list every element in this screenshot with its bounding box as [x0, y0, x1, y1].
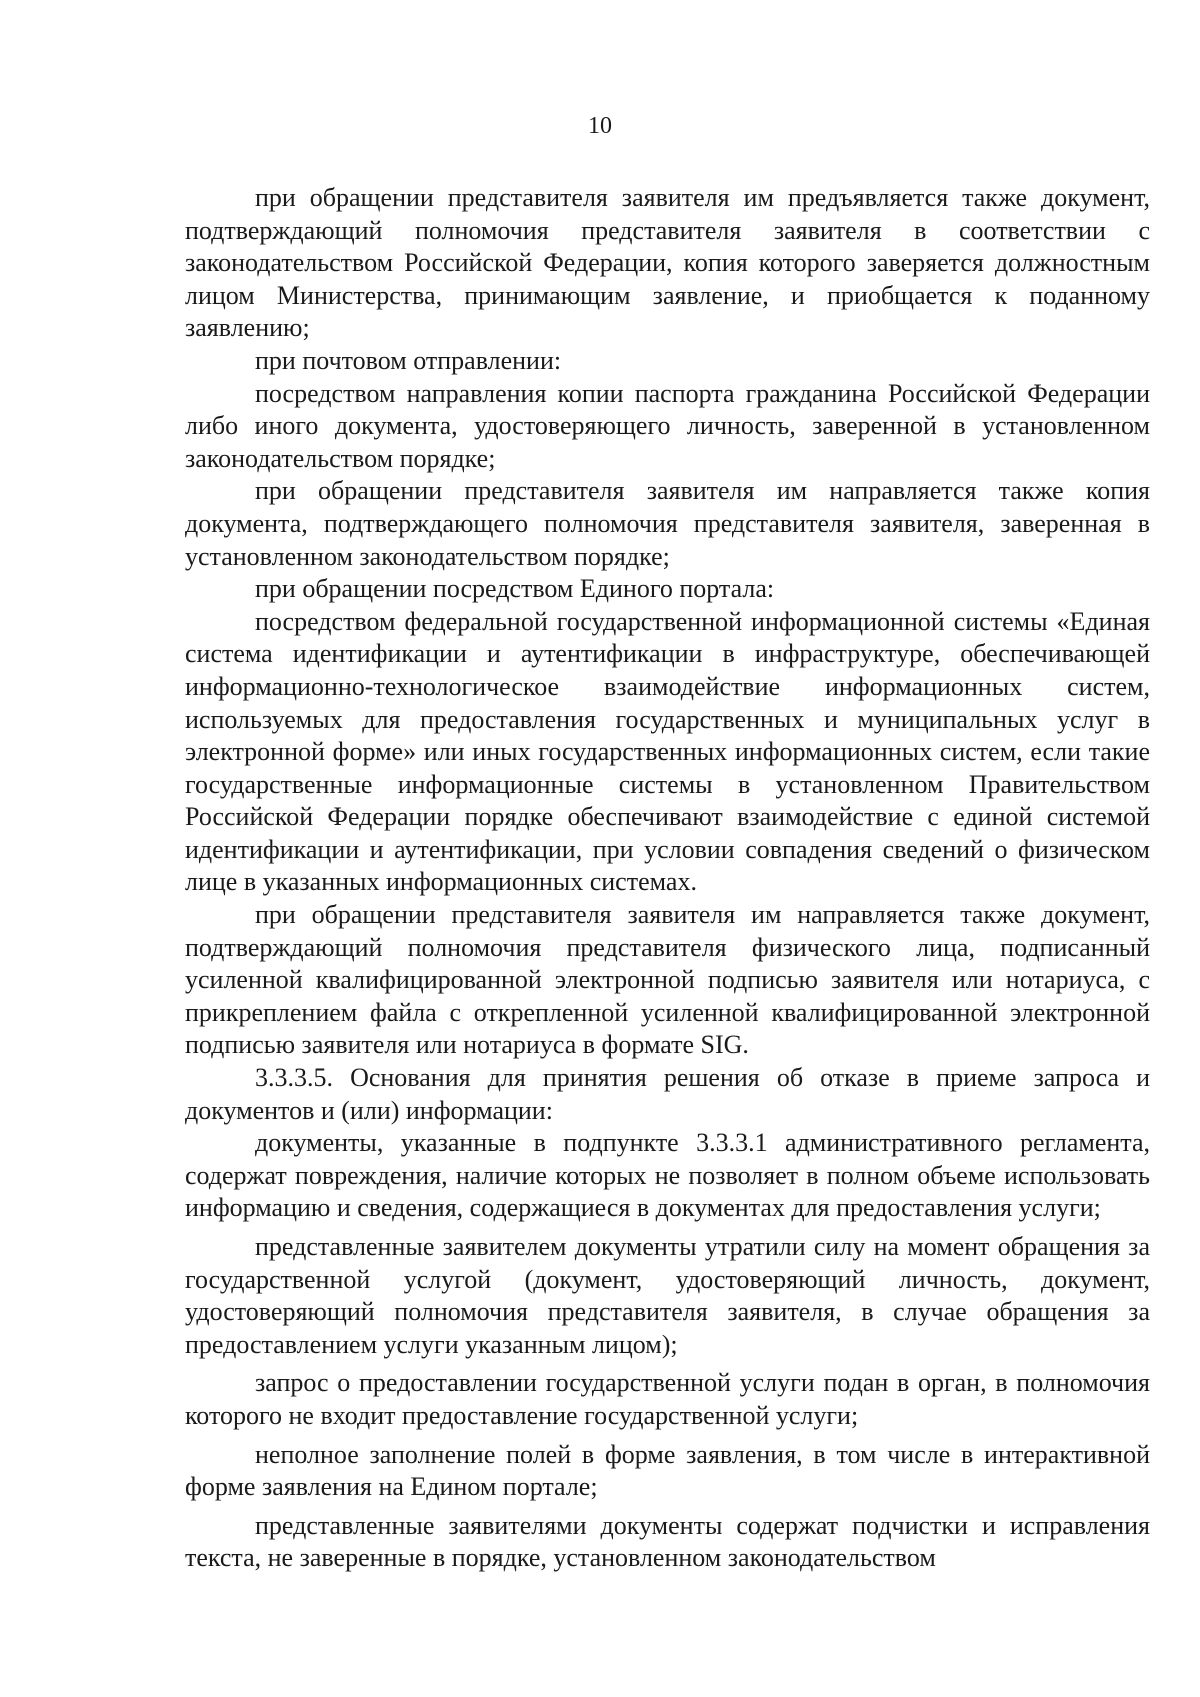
paragraph: неполное заполнение полей в форме заявления, в том числе в интерактивной форме заявления на Едином портале;: [185, 1439, 1150, 1502]
paragraph: документы, указанные в подпункте 3.3.3.1 административного регламента, содержат повреждения, наличие которых не позволяет в полном объеме использовать информацию и сведения, содержащиеся в документах для предоставления услуги;: [185, 1128, 1150, 1223]
paragraph: запрос о предоставлении государственной услуги подан в орган, в полномочия которого не входит предоставление государственной услуги;: [185, 1368, 1150, 1430]
paragraph: представленные заявителем документы утратили силу на момент обращения за государственной услугой (документ, удостоверяющий личность, документ, удостоверяющий полномочия представителя заявителя, в случае обращения за предоставлением услуги указанным лицом);: [185, 1232, 1150, 1359]
page-number: 10: [588, 113, 612, 139]
paragraph: при почтовом отправлении:: [255, 345, 562, 375]
paragraph: 3.3.3.5. Основания для принятия решения об отказе в приеме запроса и документов и (или) информации:: [185, 1063, 1150, 1125]
paragraph: представленные заявителями документы содержат подчистки и исправления текста, не заверенные в порядке, установленном законодательством: [185, 1510, 1150, 1573]
paragraph: при обращении посредством Единого портала:: [255, 574, 775, 604]
paragraph: при обращении представителя заявителя им направляется также документ, подтверждающий полномочия представителя физического лица, подписанный усиленной квалифицированной электронной подписью заявителя или нотариуса, с прикреплением файла с открепленной усиленной квалифицированной электронной подписью заявителя или нотариуса в формате SIG.: [185, 900, 1150, 1060]
paragraph: посредством направления копии паспорта гражданина Российской Федерации либо иного документа, удостоверяющего личность, заверенной в установленном законодательством порядке;: [185, 378, 1150, 473]
paragraph: при обращении представителя заявителя им предъявляется также документ, подтверждающий полномочия представителя заявителя в соответствии с законодательством Российской Федерации, копия которого заверяется должностным лицом Министерства, принимающим заявление, и приобщается к поданному заявлению;: [185, 183, 1150, 343]
paragraph: при обращении представителя заявителя им направляется также копия документа, подтверждающего полномочия представителя заявителя, заверенная в установленном законодательством порядке;: [185, 476, 1150, 571]
document-body: [185, 182, 1150, 1575]
paragraph: посредством федеральной государственной информационной системы «Единая система идентификации и аутентификации в инфраструктуре, обеспечивающей информационно-технологическое взаимодействие информационных систем, используемых для предоставления государственных и муниципальных услуг в электронной форме» или иных государственных информационных систем, если такие государственные информационные системы в установленном Правительством Российской Федерации порядке обеспечивают взаимодействие с единой системой идентификации и аутентификации, при условии совпадения сведений о физическом лице в указанных информационных системах.: [185, 606, 1150, 897]
